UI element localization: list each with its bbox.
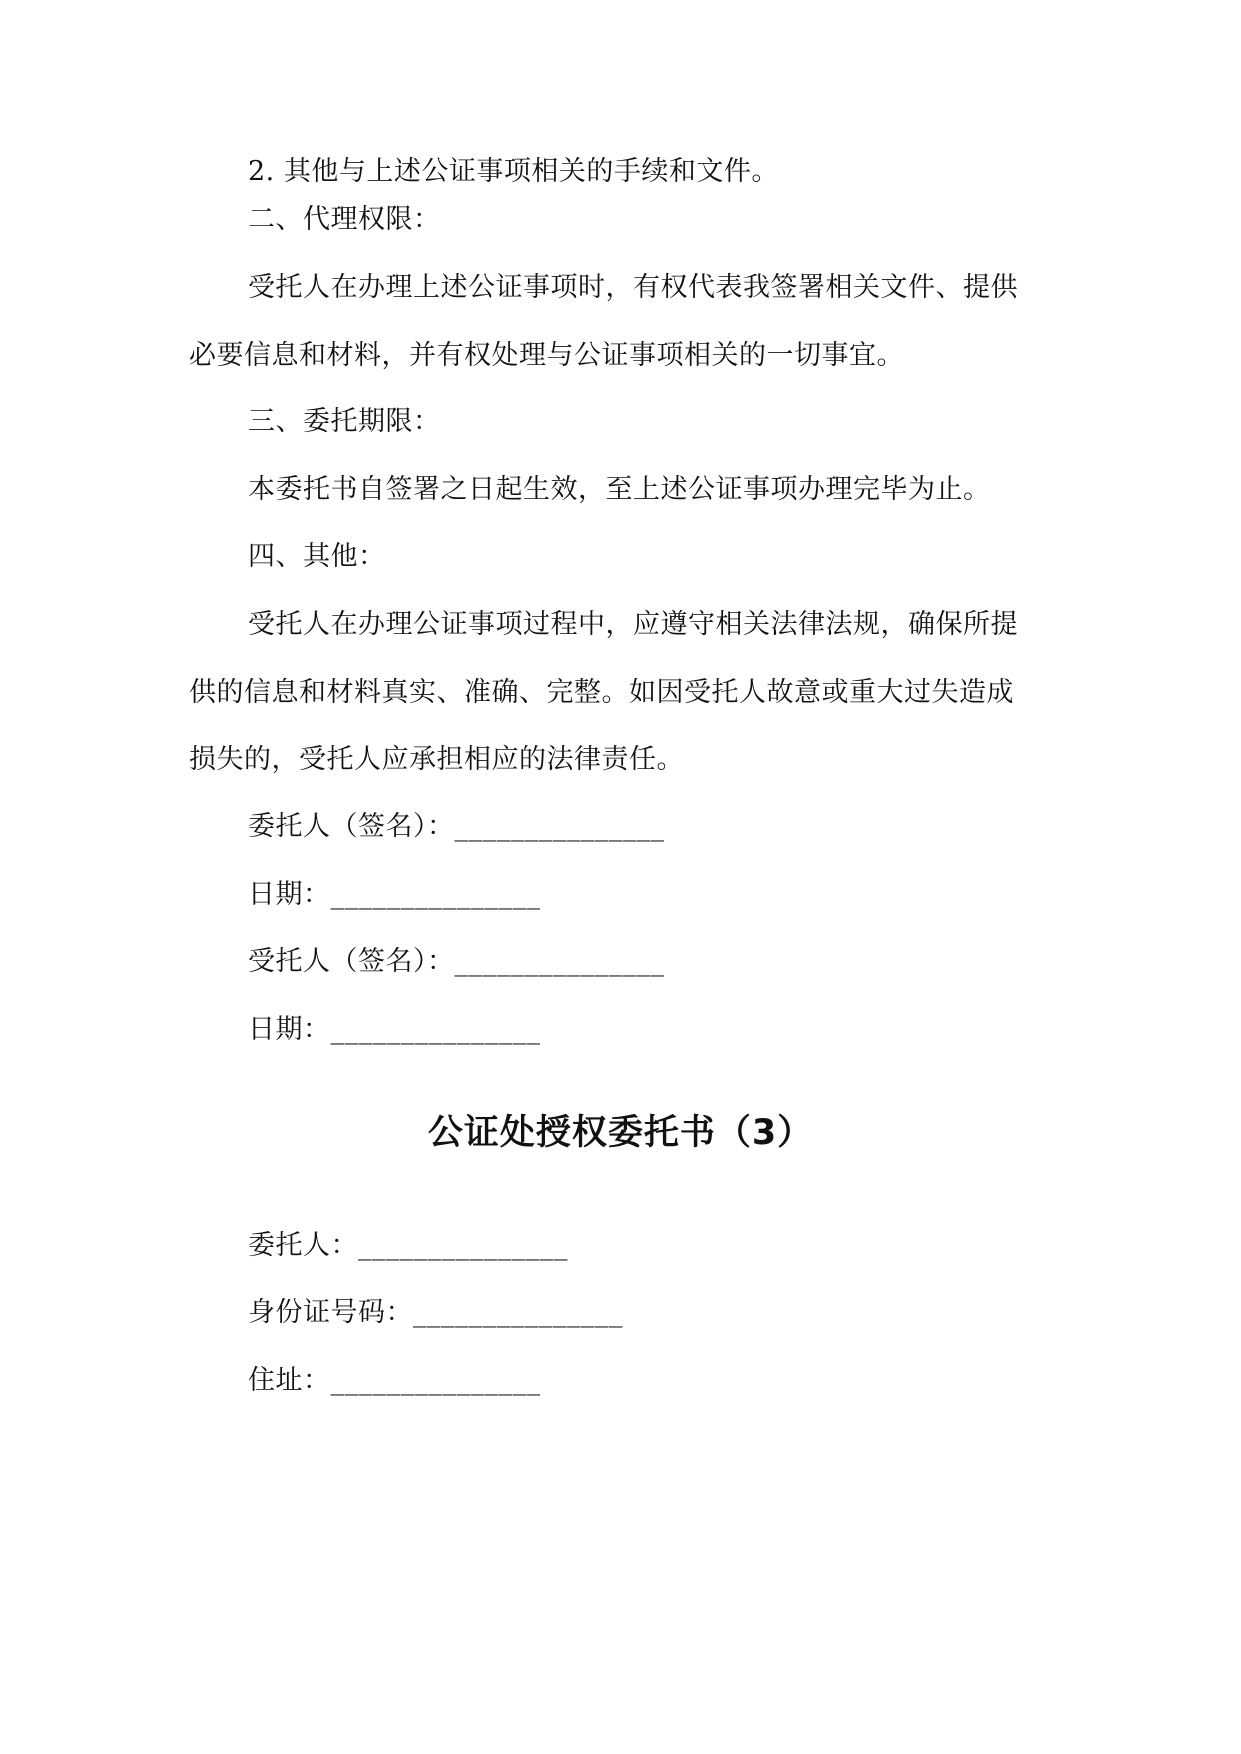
agent-signature-line: 受托人（签名）：_______________ xyxy=(248,946,665,977)
authority-paragraph-line-2: 必要信息和材料，并有权处理与公证事项相关的一切事宜。 xyxy=(189,340,904,371)
id-number-field: 身份证号码：_______________ xyxy=(248,1297,623,1328)
section-heading-authority: 二、代理权限： xyxy=(248,204,441,235)
term-paragraph: 本委托书自签署之日起生效，至上述公证事项办理完毕为止。 xyxy=(248,474,991,505)
principal-field: 委托人：_______________ xyxy=(248,1230,568,1261)
principal-date-line: 日期：_______________ xyxy=(248,879,541,910)
authority-paragraph-line-1: 受托人在办理上述公证事项时，有权代表我签署相关文件、提供 xyxy=(248,272,1018,303)
agent-date-line: 日期：_______________ xyxy=(248,1014,541,1045)
list-item-2: 2. 其他与上述公证事项相关的手续和文件。 xyxy=(248,156,779,187)
other-paragraph-line-2: 供的信息和材料真实、准确、完整。如因受托人故意或重大过失造成 xyxy=(189,677,1014,708)
section-heading-other: 四、其他： xyxy=(248,541,386,572)
address-field: 住址：_______________ xyxy=(248,1365,541,1396)
section-heading-term: 三、委托期限： xyxy=(248,406,441,437)
other-paragraph-line-3: 损失的，受托人应承担相应的法律责任。 xyxy=(189,744,684,775)
document-title: 公证处授权委托书（3） xyxy=(427,1113,814,1153)
principal-signature-line: 委托人（签名）：_______________ xyxy=(248,811,665,842)
other-paragraph-line-1: 受托人在办理公证事项过程中，应遵守相关法律法规，确保所提 xyxy=(248,609,1018,640)
